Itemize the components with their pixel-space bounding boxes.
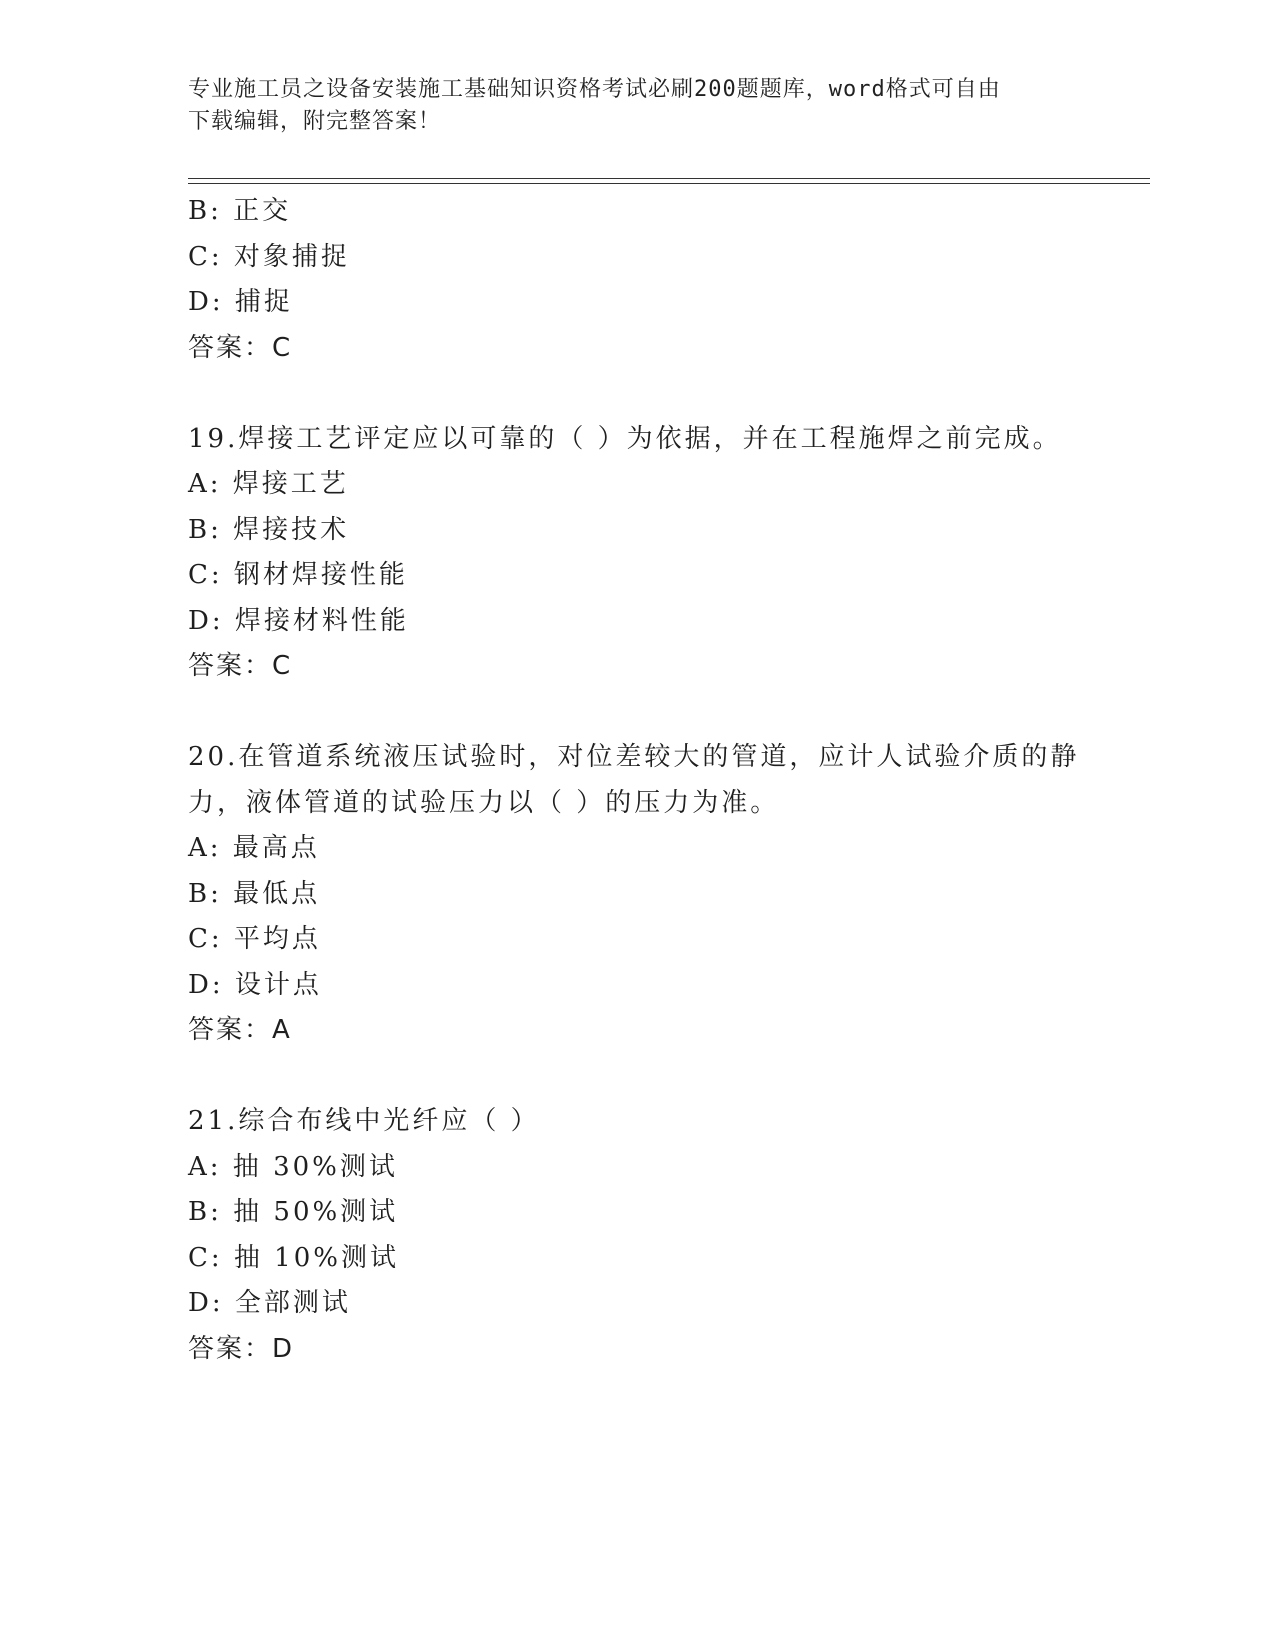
answer-line: 答案：D <box>188 1333 295 1364</box>
header-divider-top <box>188 178 1150 179</box>
answer-line: 答案：C <box>188 651 293 681</box>
option-a: A: 抽 30%测试 <box>188 1151 398 1182</box>
question-spacer <box>188 690 1088 736</box>
document-header <box>188 74 1068 138</box>
question-20 <box>188 735 1088 1054</box>
option-d: D: 捕捉 <box>188 287 293 317</box>
answer-line: 答案：C <box>188 332 293 363</box>
question-19 <box>188 417 1088 690</box>
question-18-tail <box>188 189 1088 371</box>
question-stem: 19.焊接工艺评定应以可靠的（ ）为依据，并在工程施焊之前完成。 <box>188 423 1062 454</box>
question-21 <box>188 1099 1088 1372</box>
option-b: B: 最低点 <box>188 878 321 909</box>
option-d: D: 设计点 <box>188 969 322 1000</box>
question-stem-line-2: 力，液体管道的试验压力以（ ）的压力为准。 <box>188 787 780 818</box>
option-c: C: 抽 10%测试 <box>188 1242 399 1273</box>
question-stem: 21.综合布线中光纤应（ ） <box>188 1106 540 1136</box>
header-divider-bottom <box>188 183 1150 184</box>
answer-line: 答案：A <box>188 1015 292 1045</box>
header-line-2: 下载编辑，附完整答案！ <box>188 109 442 134</box>
option-b: B: 抽 50%测试 <box>188 1197 399 1227</box>
option-b: B: 正交 <box>188 196 292 226</box>
header-line-1: 专业施工员之设备安装施工基础知识资格考试必刷200题题库，word格式可自由 <box>188 77 1001 102</box>
option-c: C: 钢材焊接性能 <box>188 560 408 590</box>
question-list <box>188 189 1088 1372</box>
question-stem-line-1: 20.在管道系统液压试验时，对位差较大的管道，应计人试验介质的静 <box>188 742 1080 772</box>
option-d: D: 焊接材料性能 <box>188 605 409 636</box>
option-a: A: 最高点 <box>188 833 320 863</box>
option-d: D: 全部测试 <box>188 1288 351 1318</box>
question-spacer <box>188 1054 1088 1100</box>
question-spacer <box>188 371 1088 417</box>
option-c: C: 对象捕捉 <box>188 241 350 272</box>
option-c: C: 平均点 <box>188 924 321 954</box>
option-a: A: 焊接工艺 <box>188 469 349 499</box>
option-b: B: 焊接技术 <box>188 514 350 545</box>
